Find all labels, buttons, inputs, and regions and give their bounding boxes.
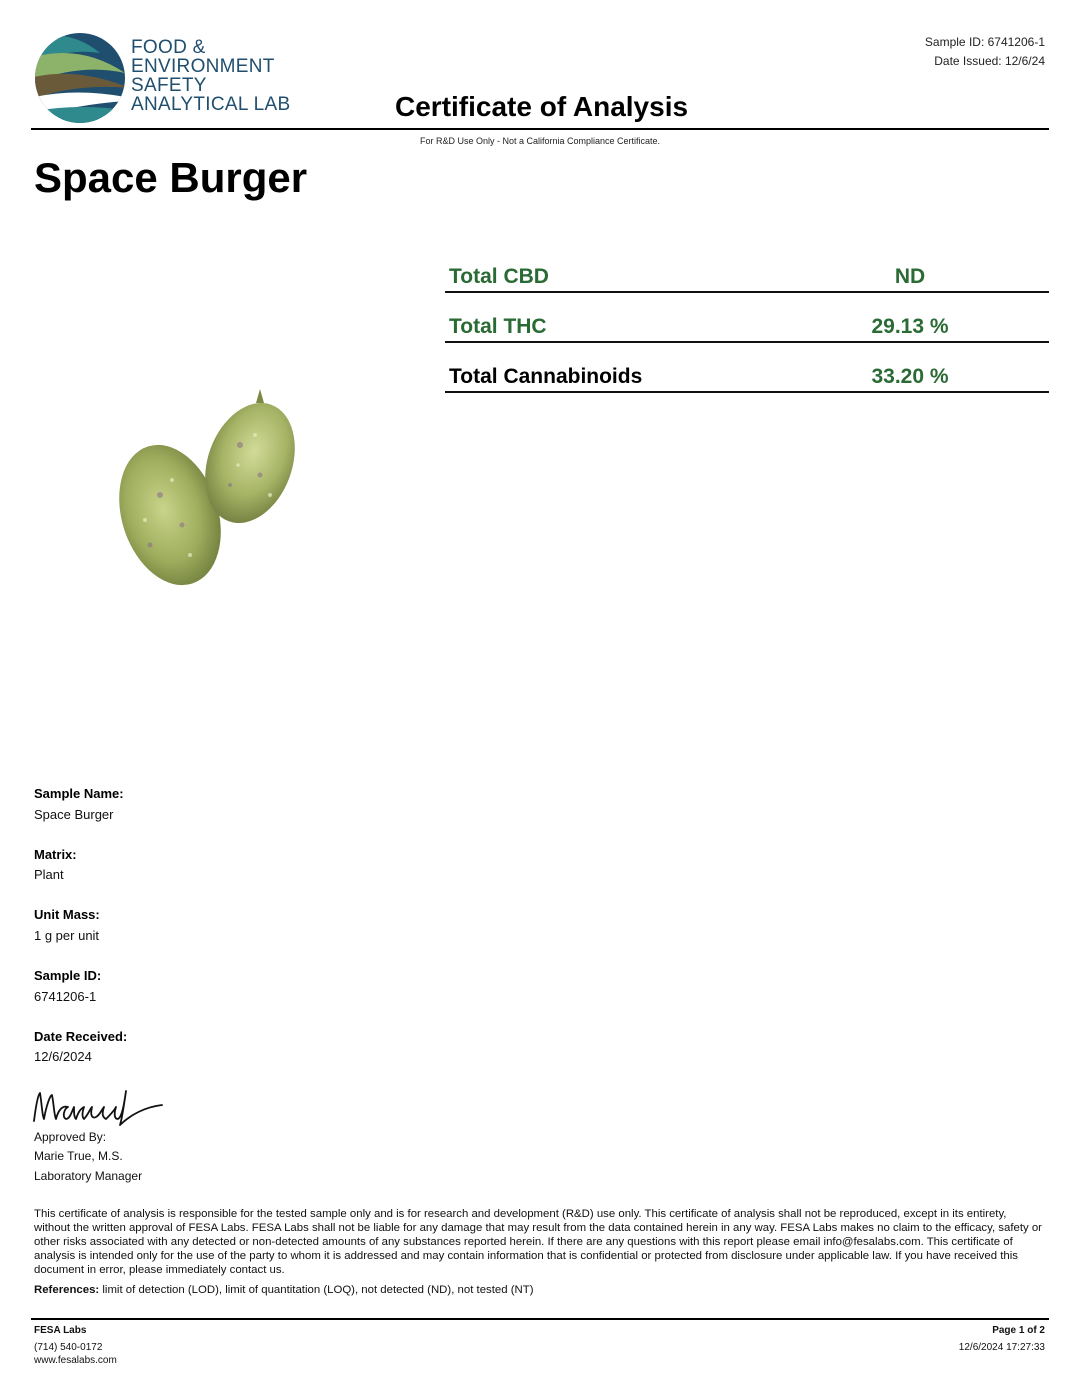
product-name: Space Burger xyxy=(34,154,308,201)
disclaimer-text: This certificate of analysis is responsible for the tested sample only and is for research and development (R&D) use only. This certificate of analysis shall not be reproduced, except in its entirety, without the written approval of FESA Labs. FESA Labs shall not be liable for any damage that may result from the data contained herein in any way. FESA Labs makes no claim to the efficacy, safety or other risks associated with any detected or non-detected amounts of any substances reported herein. If there are any questions with this report please email info@fesalabs.com. This certificate of analysis is intended only for the use of the party to whom it is addressed and may contain information that is confidential or protected from disclosure under applicable law. If you have received this document in error, please immediately contact us. xyxy=(34,1208,1042,1276)
date-received-value: 12/6/2024 xyxy=(34,1049,92,1064)
references xyxy=(34,1284,534,1296)
lab-name-line: SAFETY xyxy=(131,75,207,96)
footer-company: FESA Labs xyxy=(34,1325,87,1336)
total-cannabinoids-value: 33.20 % xyxy=(871,365,949,388)
total-thc-label: Total THC xyxy=(449,315,547,338)
references-label: References: xyxy=(34,1284,100,1296)
sample-id-label: Sample ID: xyxy=(34,968,102,983)
total-cannabinoids-label: Total Cannabinoids xyxy=(449,365,643,388)
lab-logo-icon xyxy=(30,28,140,128)
footer-page-number: Page 1 of 2 xyxy=(992,1325,1045,1336)
document-title: Certificate of Analysis xyxy=(395,91,689,122)
footer-website[interactable]: www.fesalabs.com xyxy=(34,1355,117,1366)
total-cannabinoids-row xyxy=(445,341,1049,393)
matrix-label: Matrix: xyxy=(34,847,77,862)
approver-name: Marie True, M.S. xyxy=(34,1149,123,1163)
approver-role: Laboratory Manager xyxy=(34,1169,143,1183)
sample-name-value: Space Burger xyxy=(34,807,114,822)
footer-phone: (714) 540-0172 xyxy=(34,1342,103,1353)
unit-mass-label: Unit Mass: xyxy=(34,907,100,922)
lab-name-line: ENVIRONMENT xyxy=(131,56,275,77)
footer-timestamp: 12/6/2024 17:27:33 xyxy=(958,1342,1045,1353)
total-thc-value: 29.13 % xyxy=(871,315,949,338)
header-date-issued: Date Issued: 12/6/24 xyxy=(934,54,1045,68)
cannabis-bud-image xyxy=(110,385,310,605)
rd-use-note: For R&D Use Only - Not a California Compliance Certificate. xyxy=(419,136,661,146)
unit-mass-value: 1 g per unit xyxy=(34,928,100,943)
header-sample-id: Sample ID: 6741206-1 xyxy=(924,35,1045,49)
total-thc-row xyxy=(445,291,1049,343)
lab-name xyxy=(131,38,290,114)
signature xyxy=(30,1085,165,1130)
references-text: limit of detection (LOD), limit of quantitation (LOQ), not detected (ND), not tested (NT) xyxy=(99,1284,534,1296)
approved-by-label: Approved By: xyxy=(34,1130,107,1144)
date-received-label: Date Received: xyxy=(34,1029,128,1044)
total-cbd-label: Total CBD xyxy=(449,265,549,288)
total-cbd-row xyxy=(445,241,1049,293)
total-cbd-value: ND xyxy=(894,265,926,288)
sample-id-value: 6741206-1 xyxy=(34,989,97,1004)
lab-name-line: FOOD & xyxy=(131,37,206,58)
lab-name-line: ANALYTICAL LAB xyxy=(131,94,291,115)
footer-divider xyxy=(31,1318,1049,1320)
sample-name-label: Sample Name: xyxy=(34,786,124,801)
matrix-value: Plant xyxy=(34,867,64,882)
header-divider xyxy=(31,128,1049,130)
